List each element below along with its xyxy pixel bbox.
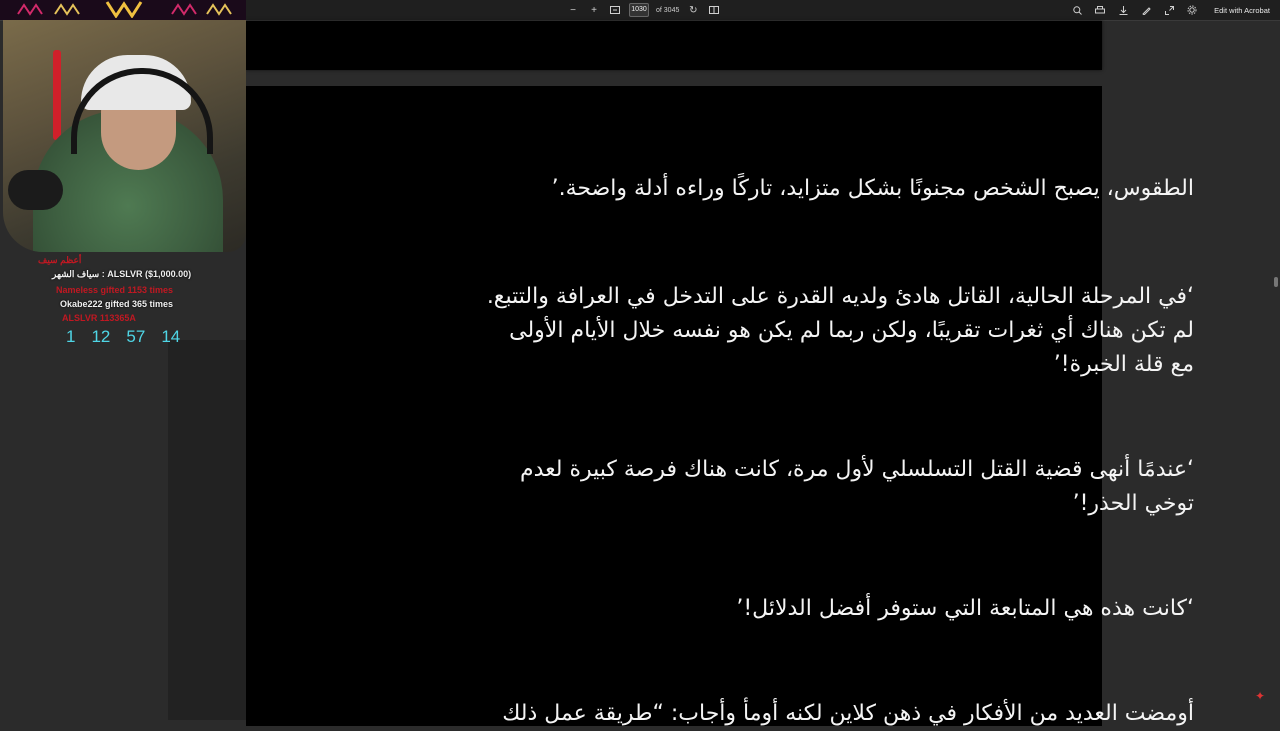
edit-with-acrobat-button[interactable]: Edit with Acrobat — [1214, 5, 1270, 15]
paragraph-3 — [520, 453, 1194, 521]
fit-page-icon[interactable] — [608, 3, 622, 17]
page-side-margin — [168, 340, 246, 720]
paragraph-1 — [552, 172, 1194, 206]
previous-page — [246, 21, 1102, 70]
gift-line-1: Nameless gifted 1153 times — [56, 285, 174, 295]
text-line: ‘عندمًا أنهى قضية القتل التسلسلي لأول مرة، كانت هناك فرصة كبيرة لعدم — [519, 457, 1194, 482]
counter-value: 1 — [66, 327, 76, 346]
scroll-thumb[interactable] — [1274, 277, 1278, 287]
ornament-icon — [53, 2, 83, 16]
counter-value: 12 — [91, 327, 111, 346]
text-line: توخي الحذر!’ — [1072, 491, 1194, 516]
ornament-icon — [205, 2, 235, 16]
acrobat-logo-icon: ✦ — [1255, 689, 1266, 703]
text-line: ‘كانت هذه هي المتابعة التي ستوفر أفضل الدلائل!’ — [736, 596, 1194, 621]
overlay-banner — [0, 0, 246, 20]
crown-logo-icon — [104, 0, 144, 18]
ornament-icon — [170, 2, 200, 16]
search-icon[interactable] — [1070, 3, 1084, 17]
counter-row — [66, 327, 180, 347]
gift-line-2: Okabe222 gifted 365 times — [60, 299, 174, 309]
counter-value: 14 — [161, 327, 181, 346]
toolbar-actions — [1070, 2, 1270, 18]
page-number-input[interactable]: 1030 — [629, 3, 649, 17]
text-line: أومضت العديد من الأفكار في ذهن كلاين لكنه أومأ وأجاب: “طريقة عمل ذلك — [502, 701, 1194, 726]
code-line: ALSLVR 113365A — [62, 313, 136, 323]
counter-value: 57 — [126, 327, 146, 346]
text-line: ‘في المرحلة الحالية، القاتل هادئ ولديه القدرة على التدخل في العرافة والتتبع. — [486, 284, 1194, 309]
page-total: of 3045 — [656, 6, 680, 14]
rotate-icon[interactable]: ↻ — [689, 4, 698, 16]
top-supporter-label: أعظم سيف — [38, 255, 82, 265]
print-icon[interactable] — [1093, 3, 1107, 17]
two-page-view-icon[interactable] — [707, 3, 721, 17]
expand-icon[interactable] — [1162, 3, 1176, 17]
settings-gear-icon[interactable] — [1185, 3, 1199, 17]
text-line: الطقوس، يصبح الشخص مجنونًا بشكل متزايد، تاركًا وراءه أدلة واضحة.’ — [551, 176, 1194, 201]
webcam-feed — [3, 20, 246, 252]
paragraph-4 — [736, 592, 1194, 626]
page-navigation — [566, 2, 721, 18]
ornament-icon — [16, 2, 46, 16]
text-line: لم تكن هناك أي ثغرات تقريبًا، ولكن ربما لم يكن هو نفسه خلال الأيام الأولى — [509, 318, 1194, 343]
vertical-scrollbar[interactable] — [1272, 21, 1280, 720]
paragraph-2 — [487, 280, 1194, 382]
zoom-in-icon[interactable]: + — [591, 4, 597, 16]
month-supporter: سياف الشهر : ALSLVR ($1,000.00) — [52, 269, 192, 279]
paragraph-5 — [502, 697, 1194, 731]
microphone — [8, 170, 63, 210]
download-icon[interactable] — [1116, 3, 1130, 17]
red-light-strip — [53, 50, 61, 140]
zoom-out-icon[interactable]: − — [570, 4, 576, 16]
text-line: مع قلة الخبرة!’ — [1053, 352, 1194, 377]
sign-icon[interactable] — [1139, 3, 1153, 17]
